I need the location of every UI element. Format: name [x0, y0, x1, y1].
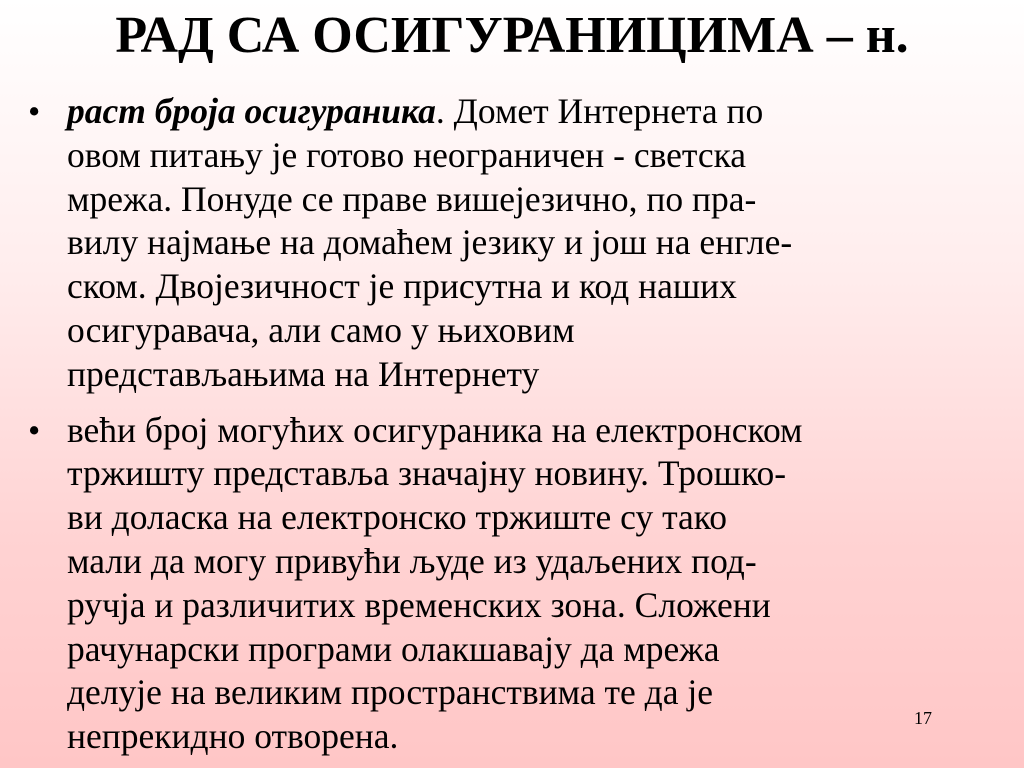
page-number: 17 [914, 708, 932, 728]
bullet-line: ви доласка на електронско тржиште су тако [67, 497, 727, 538]
bullet-line: овом питању је готово неограничен - светска [67, 134, 747, 175]
bullet-item-market [0, 409, 1024, 759]
bullet-line: ручја и различитих временских зона. Сложени [67, 584, 771, 625]
bullet-line: вилу најмање на домаћем језику и још на енгле- [67, 222, 793, 263]
slide-title: РАД СА ОСИГУРАНИЦИМА – н. [115, 7, 909, 64]
bullet-line: непрекидно отворена. [67, 716, 399, 757]
bullet-line: мали да могу привући људе из удаљених под- [67, 540, 757, 581]
bullet-item-growth [0, 90, 1024, 397]
bullet-line [67, 90, 1016, 134]
bullet-line: рачунарски програми олакшавају да мрежа [67, 628, 720, 669]
bullet-line-text: . Домет Интернета по [435, 91, 764, 131]
bullet-line: мрежа. Понуде се праве вишејезично, по пра- [67, 178, 757, 219]
bullet-icon: • [28, 410, 41, 450]
bullet-line: делује на великим пространствима те да је [67, 672, 713, 713]
bullet-icon: • [28, 92, 41, 131]
bullet-list [0, 90, 1024, 771]
bullet-line: представљањима на Интернету [67, 353, 540, 394]
bullet-line: тржишту представља значајну новину. Трошко- [67, 453, 787, 494]
bullet-line: већи број могућих осигураника на електронском [67, 409, 803, 450]
emphasized-term: раст броја осигураника [67, 91, 436, 131]
bullet-line: осигуравача, али само у њиховим [67, 309, 575, 350]
bullet-line: ском. Двојезичност је присутна и код наших [67, 266, 737, 307]
